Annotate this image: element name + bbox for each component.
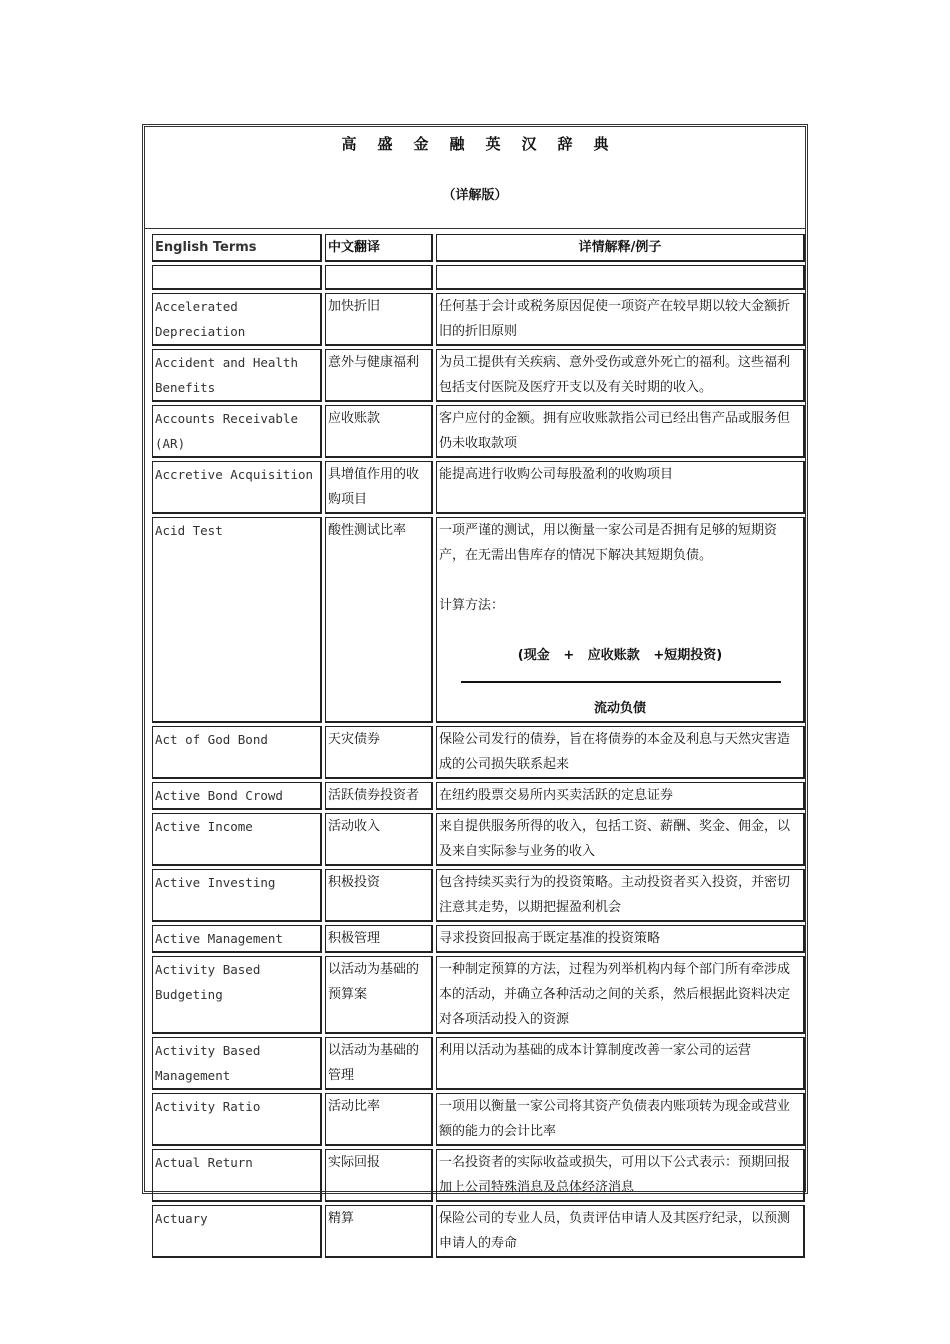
blank-cell xyxy=(325,265,433,290)
term-description: 保险公司发行的债券，旨在将债券的本金及利息与天然灾害造成的公司损失联系起来 xyxy=(436,726,805,779)
term-english: Activity Ratio xyxy=(152,1093,322,1146)
term-english: Active Investing xyxy=(152,869,322,922)
term-description: 利用以活动为基础的成本计算制度改善一家公司的运营 xyxy=(436,1037,805,1090)
term-description: 一种制定预算的方法，过程为列举机构内每个部门所有牵涉成本的活动，并确立各种活动之间的关系，然后根据此资料决定对各项活动投入的资源 xyxy=(436,956,805,1034)
blank-row xyxy=(152,265,805,290)
term-chinese: 活动比率 xyxy=(325,1093,433,1146)
term-english: Active Bond Crowd xyxy=(152,782,322,810)
header-row xyxy=(152,234,805,262)
document-frame xyxy=(142,124,808,1251)
blank-cell xyxy=(436,265,805,290)
term-english: Act of God Bond xyxy=(152,726,322,779)
term-chinese: 天灾债券 xyxy=(325,726,433,779)
table-row xyxy=(152,517,805,723)
table-row xyxy=(152,349,805,402)
table-row xyxy=(152,869,805,922)
table-row xyxy=(152,782,805,810)
term-description: 一项用以衡量一家公司将其资产负债表内账项转为现金或营业额的能力的会计比率 xyxy=(436,1093,805,1146)
term-chinese: 实际回报 xyxy=(325,1149,433,1202)
term-chinese: 具增值作用的收购项目 xyxy=(325,461,433,514)
term-description xyxy=(436,517,805,723)
table-row xyxy=(152,925,805,953)
table-row xyxy=(152,293,805,346)
term-description: 在纽约股票交易所内买卖活跃的定息证券 xyxy=(436,782,805,810)
table-row xyxy=(152,1037,805,1090)
description-text: 一项严谨的测试，用以衡量一家公司是否拥有足够的短期资产，在无需出售库存的情况下解决其短期负债。 xyxy=(439,523,778,563)
term-chinese: 精算 xyxy=(325,1205,433,1258)
term-description: 保险公司的专业人员，负责评估申请人及其医疗纪录，以预测申请人的寿命 xyxy=(436,1205,805,1258)
header-chinese-translation: 中文翻译 xyxy=(325,234,433,262)
term-description: 为员工提供有关疾病、意外受伤或意外死亡的福利。这些福利包括支付医院及医疗开支以及有关时期的收入。 xyxy=(436,349,805,402)
term-chinese: 积极管理 xyxy=(325,925,433,953)
term-description: 任何基于会计或税务原因促使一项资产在较早期以较大金额折旧的折旧原则 xyxy=(436,293,805,346)
term-chinese: 以活动为基础的管理 xyxy=(325,1037,433,1090)
term-english: Accelerated Depreciation xyxy=(152,293,322,346)
blank-cell xyxy=(152,265,322,290)
table-row xyxy=(152,726,805,779)
table-row xyxy=(152,1149,805,1202)
document-title: 高盛金融英汉辞典 xyxy=(341,135,630,153)
title-divider xyxy=(145,228,805,229)
term-english: Activity Based Budgeting xyxy=(152,956,322,1034)
formula-numerator: (现金 + 应收账款 +短期投资) xyxy=(517,648,723,663)
glossary-table xyxy=(149,231,808,1261)
title-block xyxy=(145,127,805,227)
header-english-terms: English Terms xyxy=(152,234,322,262)
term-description: 来自提供服务所得的收入，包括工资、薪酬、奖金、佣金，以及来自实际参与业务的收入 xyxy=(436,813,805,866)
term-english: Acid Test xyxy=(152,517,322,723)
header-details: 详情解释/例子 xyxy=(436,234,805,262)
term-english: Actuary xyxy=(152,1205,322,1258)
term-description: 客户应付的金额。拥有应收账款指公司已经出售产品或服务但仍未收取款项 xyxy=(436,405,805,458)
term-description: 寻求投资回报高于既定基准的投资策略 xyxy=(436,925,805,953)
term-chinese: 活动收入 xyxy=(325,813,433,866)
formula-label: 计算方法： xyxy=(439,598,505,613)
term-chinese: 酸性测试比率 xyxy=(325,517,433,723)
table-row xyxy=(152,1093,805,1146)
table-row xyxy=(152,405,805,458)
term-description: 包含持续买卖行为的投资策略。主动投资者买入投资，并密切注意其走势，以期把握盈利机会 xyxy=(436,869,805,922)
term-chinese: 意外与健康福利 xyxy=(325,349,433,402)
term-english: Accident and Health Benefits xyxy=(152,349,322,402)
term-chinese: 以活动为基础的预算案 xyxy=(325,956,433,1034)
term-english: Accretive Acquisition xyxy=(152,461,322,514)
table-row xyxy=(152,813,805,866)
term-chinese: 加快折旧 xyxy=(325,293,433,346)
term-english: Activity Based Management xyxy=(152,1037,322,1090)
table-row xyxy=(152,1205,805,1258)
term-chinese: 应收账款 xyxy=(325,405,433,458)
term-english: Actual Return xyxy=(152,1149,322,1202)
formula-denominator: 流动负债 xyxy=(593,701,646,716)
term-chinese: 积极投资 xyxy=(325,869,433,922)
table-row xyxy=(152,461,805,514)
term-english: Accounts Receivable (AR) xyxy=(152,405,322,458)
term-description: 能提高进行收购公司每股盈利的收购项目 xyxy=(436,461,805,514)
table-row xyxy=(152,956,805,1034)
term-description: 一名投资者的实际收益或损失，可用以下公式表示：预期回报加上公司特殊消息及总体经济消息 xyxy=(436,1149,805,1202)
term-chinese: 活跃债券投资者 xyxy=(325,782,433,810)
document-subtitle: （详解版） xyxy=(442,188,508,203)
term-english: Active Income xyxy=(152,813,322,866)
term-english: Active Management xyxy=(152,925,322,953)
